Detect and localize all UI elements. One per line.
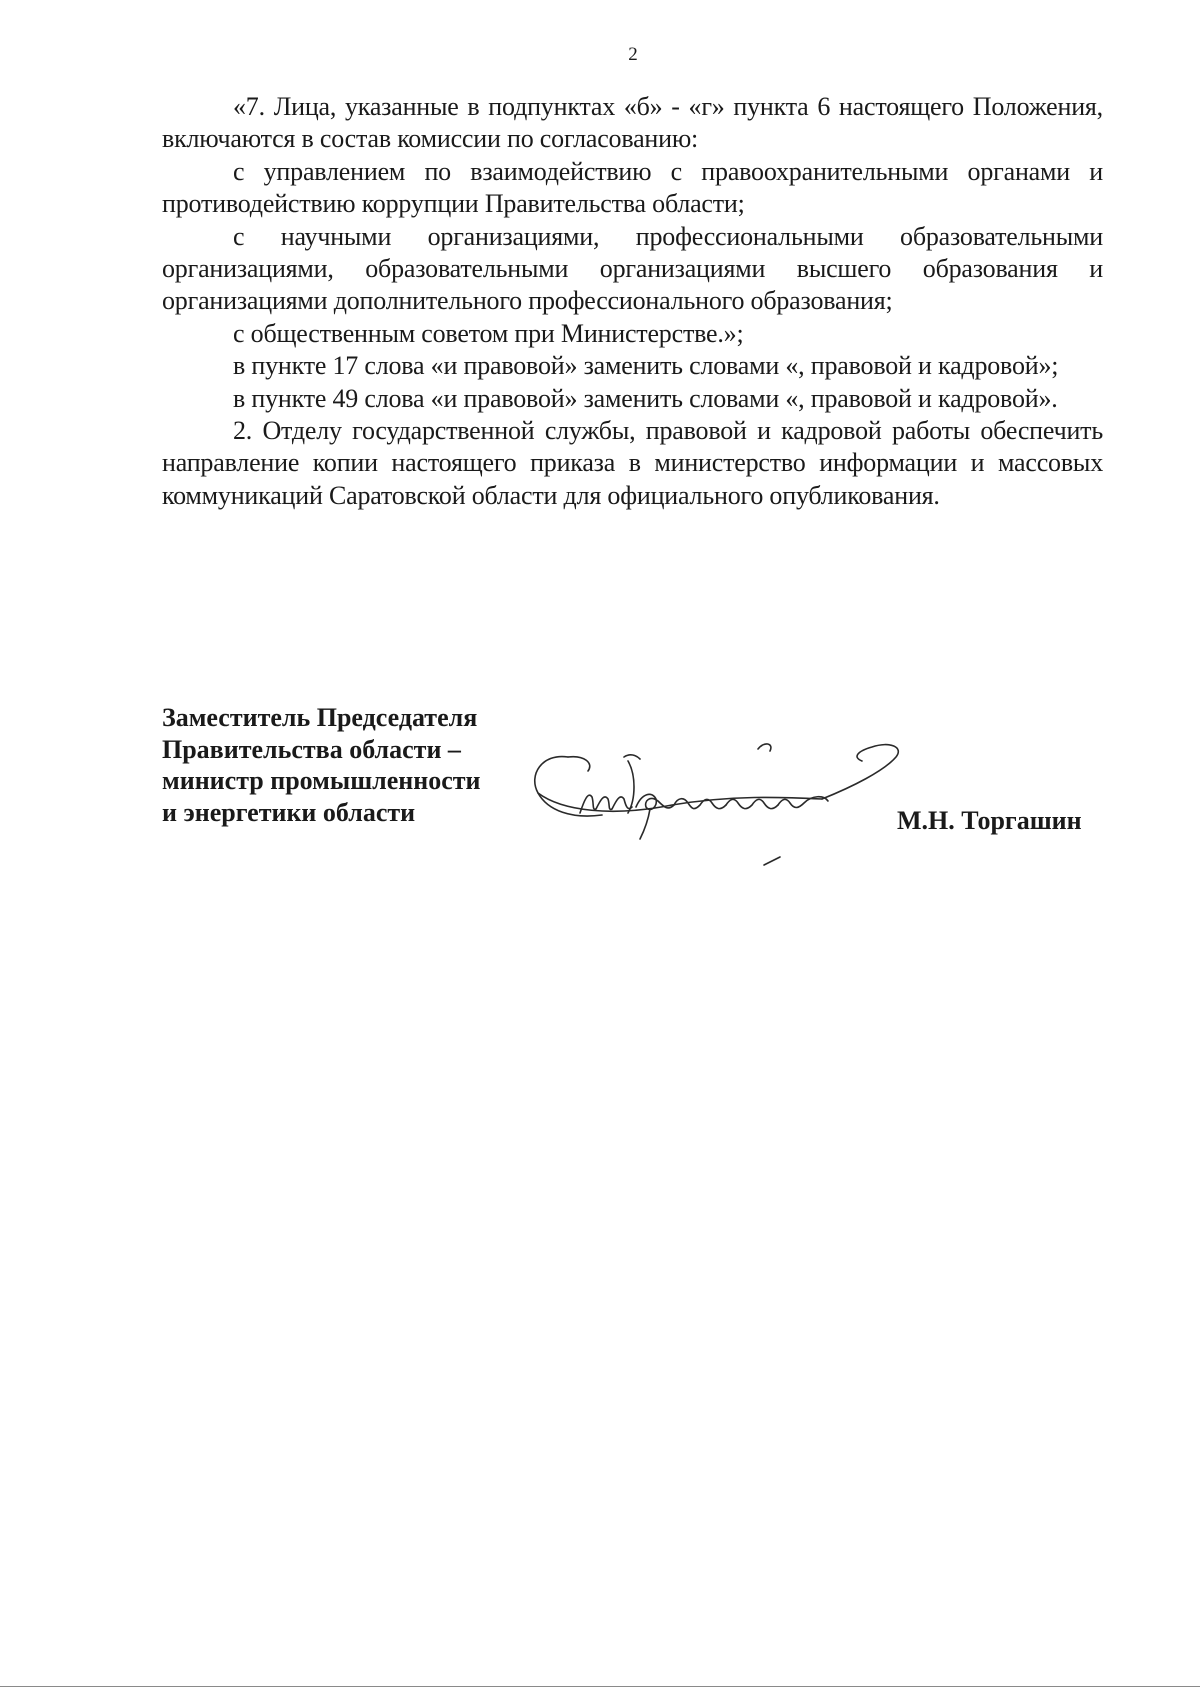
signer-name: М.Н. Торгашин <box>897 806 1082 835</box>
signer-position-line: и энергетики области <box>162 797 416 827</box>
paragraph: в пункте 17 слова «и правовой» заменить словами «, правовой и кадровой»; <box>233 351 1059 381</box>
signer-position <box>162 702 481 828</box>
page-number: 2 <box>628 44 638 65</box>
handwritten-signature <box>532 735 932 875</box>
signer-position-line: Правительства области – <box>162 734 461 764</box>
paragraph: с общественным советом при Министерстве.»; <box>233 318 744 348</box>
paragraph: с научными организациями, профессиональными образовательными организациями, образовательными организациями высшего образования и организациями дополнительного профессионального образования; <box>162 221 1103 316</box>
paragraph: 2. Отделу государственной службы, правовой и кадровой работы обеспечить направление копии настоящего приказа в министерство информации и массовых коммуникаций Саратовской области для официального опубликования. <box>162 416 1103 510</box>
paragraph: с управлением по взаимодействию с правоохранительными органами и противодействию коррупции Правительства области; <box>162 156 1103 219</box>
signer-position-line: Заместитель Председателя <box>162 703 478 732</box>
signer-position-line: министр промышленности <box>162 766 481 795</box>
page-bottom-rule <box>0 1686 1200 1687</box>
paragraph: в пункте 49 слова «и правовой» заменить словами «, правовой и кадровой». <box>233 383 1058 413</box>
paragraph: «7. Лица, указанные в подпунктах «б» - «г» пункта 6 настоящего Положения, включаются в состав комиссии по согласованию: <box>162 92 1103 154</box>
document-body <box>162 91 1103 512</box>
